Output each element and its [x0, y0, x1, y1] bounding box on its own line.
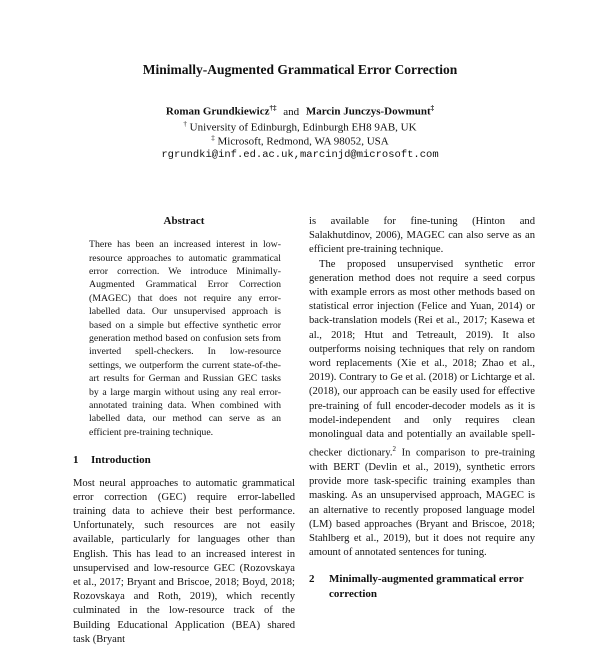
abstract-text: There has been an increased interest in low-resource approaches to automatic grammatical error correction. We introduce Minimally-Augmented Grammatical Error Correction (MAGEC) that does not require any error-labelled data. Our unsupervised approach is based on a simple but effective synthetic error generation method based on confusion sets from inverted spell-checkers. In low-resource settings, we outperform the current state-of-the-art results for German and Russian GEC tasks by a large margin without using any real error-annotated training data. When combined with labelled data, our method can serve as an efficient pre-training technique. — [89, 239, 281, 438]
affiliation-1 — [0, 120, 600, 134]
right-paragraph-1: is available for fine-tuning (Hinton and Salakhutdinov, 2006), MAGEC can also serve as an efficient pre-training technique. — [309, 216, 535, 256]
author-conjunction: and — [283, 105, 300, 118]
section-2-number: 2 — [309, 573, 315, 586]
section-2-title: Minimally-augmented grammatical error correction — [329, 573, 524, 600]
right-column — [309, 215, 535, 610]
affiliation-1-mark: † — [183, 120, 187, 128]
author-1-marks: †‡ — [269, 104, 277, 112]
affiliation-2-mark: ‡ — [211, 134, 215, 142]
intro-paragraph: Most neural approaches to automatic grammatical error correction (GEC) require error-labelled training data to achieve their best performance. Unfortunately, such resources are not easily available, particularly for languages other than English. This has lead to an increased interest in unsupervised and low-resource GEC (Rozovskaya et al., 2017; Bryant and Briscoe, 2018; Boyd, 2018; Rozovskaya and Roth, 2019), which recently culminated in the low-resource track of the Building Educational Application (BEA) shared task (Bryant — [73, 477, 295, 645]
author-1: Roman Grundkiewicz — [165, 105, 270, 118]
paper-title: Minimally-Augmented Grammatical Error Correction — [142, 62, 458, 77]
author-2-marks: ‡ — [430, 104, 435, 112]
section-1-heading — [73, 453, 295, 467]
right-paragraph-2 — [309, 258, 535, 561]
author-line — [0, 104, 600, 118]
right-paragraph-2-part-2: In comparison to pre-training with BERT (Devlin et al., 2019), synthetic errors provide more task-specific training examples than masking. As an unsupervised approach, MAGEC is an alternative to recently proposed language model (LM) based approaches (Bryant and Briscoe, 2018; Stahlberg et al., 2019), but it does not require any amount of annotated sentences for tuning. — [309, 447, 535, 559]
affiliation-2 — [0, 134, 600, 148]
left-column — [73, 214, 295, 647]
affiliation-2-text: Microsoft, Redmond, WA 98052, USA — [217, 135, 389, 148]
section-2-heading — [309, 572, 535, 600]
abstract-heading: Abstract — [163, 215, 205, 227]
section-1-title: Introduction — [91, 454, 151, 467]
author-emails: rgrundki@inf.ed.ac.uk,marcinjd@microsoft.com — [161, 149, 439, 161]
author-2: Marcin Junczys-Dowmunt — [305, 105, 431, 118]
affiliation-1-text: University of Edinburgh, Edinburgh EH8 9AB, UK — [189, 121, 417, 134]
footnote-mark: 2 — [392, 445, 396, 454]
section-1-number: 1 — [73, 454, 79, 467]
right-paragraph-2-part-1: The proposed unsupervised synthetic error generation method does not require a seed corpus with example errors as most other methods based on statistical error injection (Felice and Yuan, 2014) or back-translation models (Rei et al., 2017; Kasewa et al., 2018; Htut and Tetreault, 2019). It also outperforms noising techniques that rely on random word replacements (Xie et al., 2018; Zhao et al., 2019). Contrary to Ge et al. (2018) or Lichtarge et al. (2018), our approach can be easily used for effective pre-training of full encoder-decoder models as it is model-independent and only requires clean monolingual data and potentially an available spell-checker dictionary. — [309, 258, 535, 459]
